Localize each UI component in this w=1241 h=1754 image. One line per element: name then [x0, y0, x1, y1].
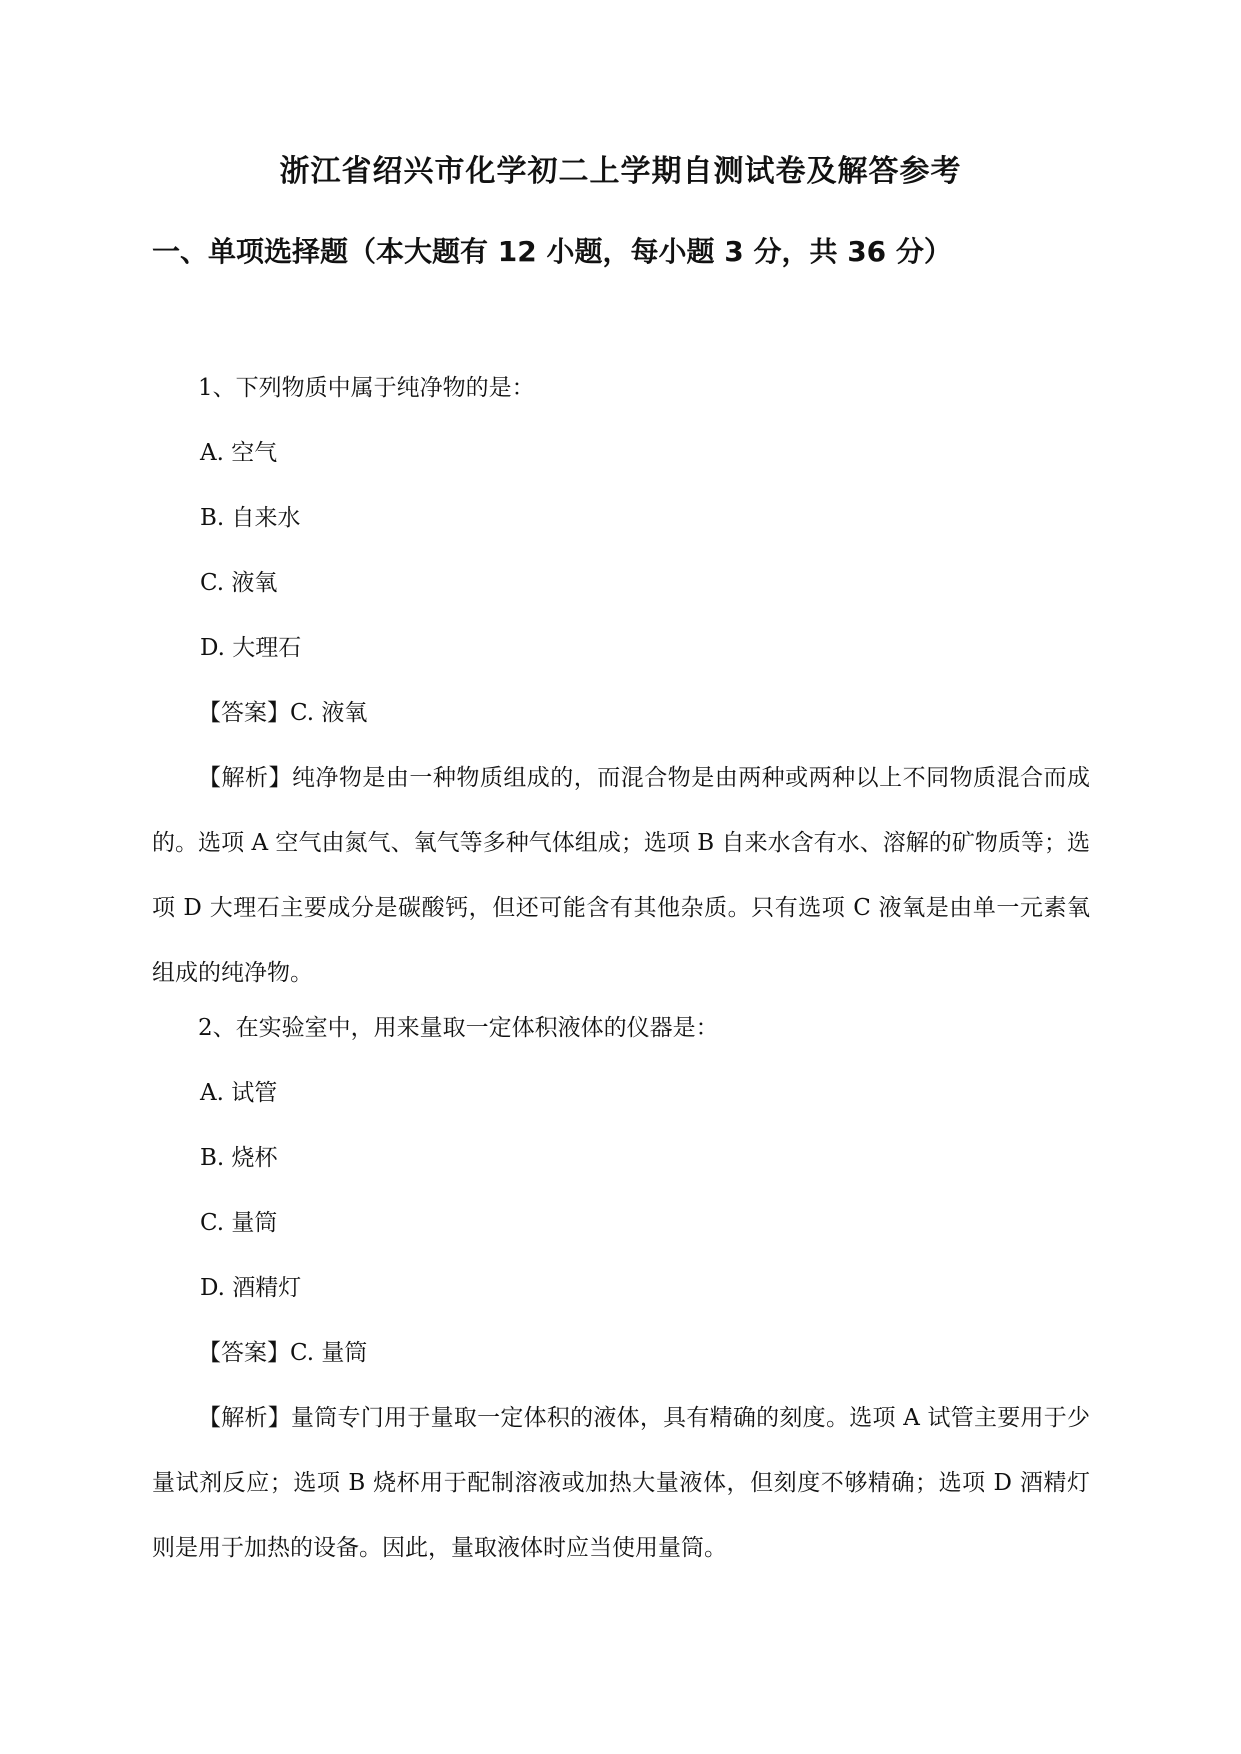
analysis-text: 【解析】量筒专门用于量取一定体积的液体，具有精确的刻度。选项 A 试管主要用于少量试剂反应；选项 B 烧杯用于配制溶液或加热大量液体，但刻度不够精确；选项 D 酒精灯则是用于加热的设备。因此，量取液体时应当使用量筒。 [152, 1405, 1090, 1561]
option-c: C. 液氧 [200, 570, 278, 596]
answer-text: 【答案】C. 液氧 [198, 700, 368, 726]
section-heading: 一、单项选择题（本大题有 12 小题，每小题 3 分，共 36 分） [152, 235, 952, 268]
option-b: B. 自来水 [200, 505, 301, 531]
question-1 [152, 356, 1090, 1006]
answer-text: 【答案】C. 量筒 [198, 1340, 368, 1366]
document-title: 浙江省绍兴市化学初二上学期自测试卷及解答参考 [279, 154, 962, 189]
option-a: A. 试管 [200, 1080, 278, 1106]
question-2 [152, 996, 1090, 1581]
option-d: D. 大理石 [200, 635, 302, 661]
option-a: A. 空气 [200, 440, 278, 466]
question-stem: 2、在实验室中，用来量取一定体积液体的仪器是： [198, 1015, 719, 1041]
option-c: C. 量筒 [200, 1210, 278, 1236]
option-d: D. 酒精灯 [200, 1275, 302, 1301]
analysis-text: 【解析】纯净物是由一种物质组成的，而混合物是由两种或两种以上不同物质混合而成的。选项 A 空气由氮气、氧气等多种气体组成；选项 B 自来水含有水、溶解的矿物质等；选项 D 大理石主要成分是碳酸钙，但还可能含有其他杂质。只有选项 C 液氧是由单一元素氧组成的纯净物。 [152, 765, 1090, 986]
question-stem: 1、下列物质中属于纯净物的是： [198, 375, 535, 401]
option-b: B. 烧杯 [200, 1145, 278, 1171]
